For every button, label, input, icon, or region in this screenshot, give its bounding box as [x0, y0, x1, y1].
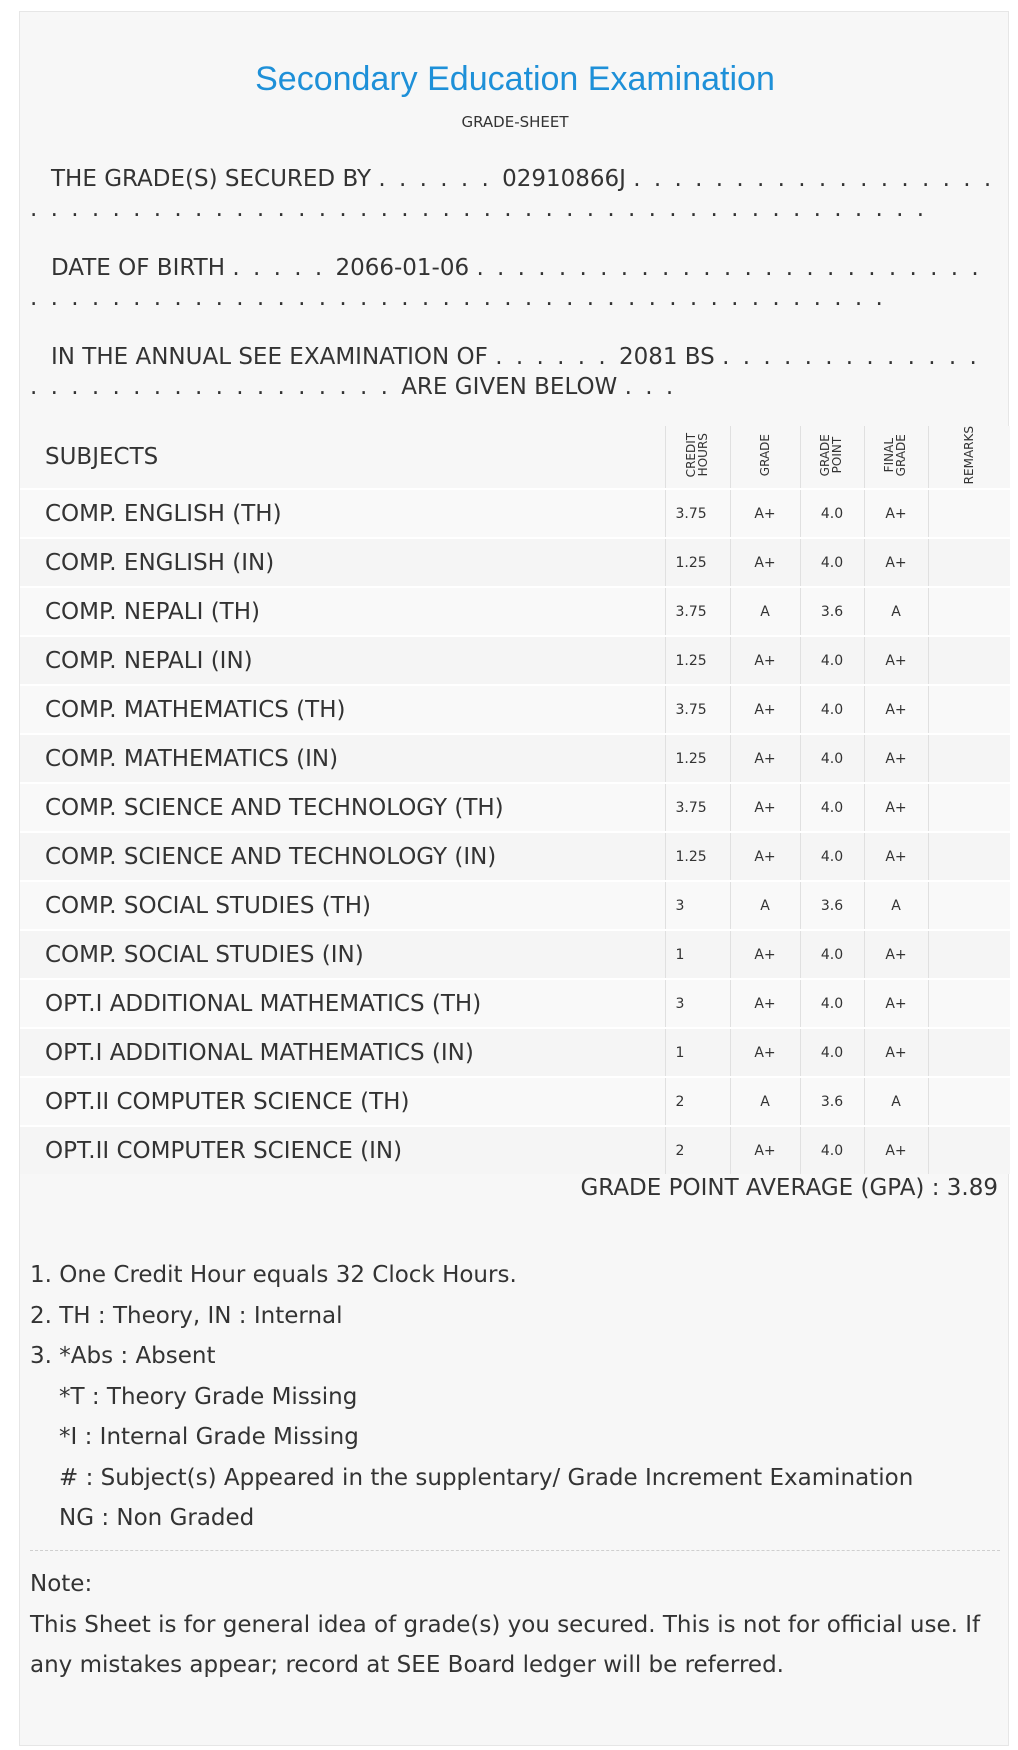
dob-label: DATE OF BIRTH: [51, 255, 226, 281]
remarks-cell: [928, 587, 1010, 636]
legend-item: *I : Internal Grade Missing: [59, 1424, 359, 1450]
subject-cell: OPT.II COMPUTER SCIENCE (IN): [20, 1126, 665, 1174]
credit-hours-cell: 1.25: [665, 636, 730, 685]
final-grade-cell: A+: [864, 538, 928, 587]
divider: [30, 1550, 1000, 1551]
grade-point-cell: 4.0: [800, 489, 864, 538]
grade-cell: A+: [730, 538, 800, 587]
remarks-cell: [928, 636, 1010, 685]
remarks-cell: [928, 734, 1010, 783]
table-row: [20, 538, 1010, 587]
grade-point-cell: 4.0: [800, 979, 864, 1028]
table-row: [20, 636, 1010, 685]
grade-point-cell: 4.0: [800, 538, 864, 587]
table-row: [20, 930, 1010, 979]
dob-value: 2066-01-06: [335, 255, 470, 281]
final-grade-cell: A: [864, 1077, 928, 1126]
grade-point-cell: 4.0: [800, 1028, 864, 1077]
grade-point-cell: 3.6: [800, 881, 864, 930]
subject-cell: COMP. ENGLISH (TH): [20, 489, 665, 538]
final-grade-cell: A+: [864, 930, 928, 979]
credit-hours-cell: 3.75: [665, 587, 730, 636]
remarks-cell: [928, 538, 1010, 587]
remarks-cell: [928, 1126, 1010, 1174]
gpa-value: 3.89: [946, 1175, 998, 1201]
remarks-cell: [928, 832, 1010, 881]
header-subjects: SUBJECTS: [20, 426, 665, 489]
dot-leader: . . . . . . . . . . . . . . . . . . . . . . . . . . . . . . . . . . . . . . . . . . . . . . . . . . . . . . . . . . . . . .: [30, 166, 995, 222]
legend-item: 3. *Abs : Absent: [30, 1343, 216, 1369]
legend-notes: [30, 1255, 913, 1539]
legend-item: 1. One Credit Hour equals 32 Clock Hours.: [30, 1262, 517, 1288]
dot-leader: . . .: [624, 374, 677, 400]
note-heading: Note:: [30, 1571, 93, 1597]
credit-hours-cell: 2: [665, 1126, 730, 1174]
grade-point-cell: 4.0: [800, 783, 864, 832]
grade-cell: A+: [730, 783, 800, 832]
credit-hours-cell: 3.75: [665, 489, 730, 538]
remarks-cell: [928, 930, 1010, 979]
table-header-row: [20, 426, 1010, 489]
subject-cell: COMP. MATHEMATICS (TH): [20, 685, 665, 734]
grade-point-cell: 4.0: [800, 832, 864, 881]
remarks-cell: [928, 881, 1010, 930]
note-text: This Sheet is for general idea of grade(s) you secured. This is not for official use. If any mistakes appear; record at SEE Board ledger will be referred.: [30, 1611, 981, 1678]
final-grade-cell: A+: [864, 1028, 928, 1077]
grade-cell: A+: [730, 1028, 800, 1077]
grade-point-cell: 4.0: [800, 930, 864, 979]
subject-cell: COMP. SOCIAL STUDIES (TH): [20, 881, 665, 930]
grade-point-cell: 4.0: [800, 636, 864, 685]
subject-cell: COMP. SCIENCE AND TECHNOLOGY (TH): [20, 783, 665, 832]
gpa-line: [580, 1175, 998, 1201]
grade-cell: A: [730, 881, 800, 930]
subject-cell: COMP. NEPALI (IN): [20, 636, 665, 685]
table-row: [20, 881, 1010, 930]
secured-by-line: [30, 164, 1000, 224]
dot-leader: . . . . . . . . . . . . . . . . . . . . . . . . . . . . . . .: [30, 344, 980, 400]
subject-cell: COMP. MATHEMATICS (IN): [20, 734, 665, 783]
grade-cell: A+: [730, 685, 800, 734]
subject-cell: OPT.I ADDITIONAL MATHEMATICS (IN): [20, 1028, 665, 1077]
credit-hours-cell: 1: [665, 930, 730, 979]
grade-point-cell: 3.6: [800, 587, 864, 636]
dot-leader: . . . . . .: [378, 166, 503, 192]
grade-sheet: [19, 11, 1009, 1746]
remarks-cell: [928, 783, 1010, 832]
credit-hours-cell: 1.25: [665, 832, 730, 881]
legend-item: NG : Non Graded: [59, 1505, 255, 1531]
credit-hours-cell: 1: [665, 1028, 730, 1077]
legend-item: 2. TH : Theory, IN : Internal: [30, 1302, 343, 1329]
given-below-label: ARE GIVEN BELOW: [401, 374, 618, 400]
credit-hours-cell: 3: [665, 881, 730, 930]
table-row: [20, 783, 1010, 832]
exam-year: 2081 BS: [618, 344, 715, 370]
header-remarks: REMARKS: [928, 426, 1010, 489]
grades-table: [20, 426, 1010, 1174]
subject-cell: COMP. SCIENCE AND TECHNOLOGY (IN): [20, 832, 665, 881]
final-grade-cell: A+: [864, 832, 928, 881]
grade-point-cell: 3.6: [800, 1077, 864, 1126]
final-grade-cell: A+: [864, 979, 928, 1028]
exam-line: [30, 342, 1000, 402]
header-final-grade: FINAL GRADE: [864, 426, 928, 489]
credit-hours-cell: 3.75: [665, 783, 730, 832]
exam-label: IN THE ANNUAL SEE EXAMINATION OF: [51, 344, 488, 370]
credit-hours-cell: 2: [665, 1077, 730, 1126]
table-row: [20, 832, 1010, 881]
grade-cell: A+: [730, 636, 800, 685]
symbol-number: 02910866J: [502, 166, 626, 192]
table-row: [20, 1077, 1010, 1126]
legend-item: # : Subject(s) Appeared in the supplentary/ Grade Increment Examination: [59, 1464, 914, 1491]
final-grade-cell: A: [864, 587, 928, 636]
table-row: [20, 1028, 1010, 1077]
legend-item: *T : Theory Grade Missing: [59, 1383, 358, 1410]
page-subtitle: GRADE-SHEET: [461, 113, 569, 131]
grade-cell: A+: [730, 832, 800, 881]
credit-hours-cell: 3: [665, 979, 730, 1028]
table-row: [20, 734, 1010, 783]
grade-cell: A+: [730, 489, 800, 538]
header-grade: GRADE: [730, 426, 800, 489]
final-grade-cell: A+: [864, 636, 928, 685]
credit-hours-cell: 1.25: [665, 734, 730, 783]
final-grade-cell: A+: [864, 685, 928, 734]
subject-cell: OPT.II COMPUTER SCIENCE (TH): [20, 1077, 665, 1126]
grade-cell: A+: [730, 979, 800, 1028]
header-credit-hours: CREDIT HOURS: [665, 426, 730, 489]
remarks-cell: [928, 1028, 1010, 1077]
dob-line: [30, 253, 1000, 313]
remarks-cell: [928, 979, 1010, 1028]
grade-point-cell: 4.0: [800, 685, 864, 734]
subject-cell: OPT.I ADDITIONAL MATHEMATICS (TH): [20, 979, 665, 1028]
dot-leader: . . . . . . . . . . . . . . . . . . . . . . . . . . . . . . . . . . . . . . . . . . . . . . . . . . . . . . . . . . . . . . . . . . .: [30, 255, 982, 311]
final-grade-cell: A+: [864, 783, 928, 832]
grade-cell: A: [730, 587, 800, 636]
credit-hours-cell: 1.25: [665, 538, 730, 587]
credit-hours-cell: 3.75: [665, 685, 730, 734]
grade-cell: A+: [730, 930, 800, 979]
table-row: [20, 685, 1010, 734]
subject-cell: COMP. ENGLISH (IN): [20, 538, 665, 587]
table-row: [20, 979, 1010, 1028]
remarks-cell: [928, 489, 1010, 538]
dot-leader: . . . . . .: [495, 344, 619, 370]
grade-cell: A: [730, 1077, 800, 1126]
grade-cell: A+: [730, 1126, 800, 1174]
gpa-label: GRADE POINT AVERAGE (GPA) :: [580, 1175, 940, 1201]
grade-cell: A+: [730, 734, 800, 783]
disclaimer-note: [30, 1564, 1000, 1686]
grade-point-cell: 4.0: [800, 1126, 864, 1174]
dot-leader: . . . . .: [232, 255, 336, 281]
remarks-cell: [928, 685, 1010, 734]
grade-point-cell: 4.0: [800, 734, 864, 783]
page-title: Secondary Education Examination: [255, 60, 775, 98]
final-grade-cell: A+: [864, 489, 928, 538]
final-grade-cell: A: [864, 881, 928, 930]
header-grade-point: GRADE POINT: [800, 426, 864, 489]
table-row: [20, 587, 1010, 636]
table-row: [20, 1126, 1010, 1174]
remarks-cell: [928, 1077, 1010, 1126]
table-row: [20, 489, 1010, 538]
final-grade-cell: A+: [864, 734, 928, 783]
subject-cell: COMP. SOCIAL STUDIES (IN): [20, 930, 665, 979]
subject-cell: COMP. NEPALI (TH): [20, 587, 665, 636]
secured-by-label: THE GRADE(S) SECURED BY: [51, 166, 372, 192]
final-grade-cell: A+: [864, 1126, 928, 1174]
